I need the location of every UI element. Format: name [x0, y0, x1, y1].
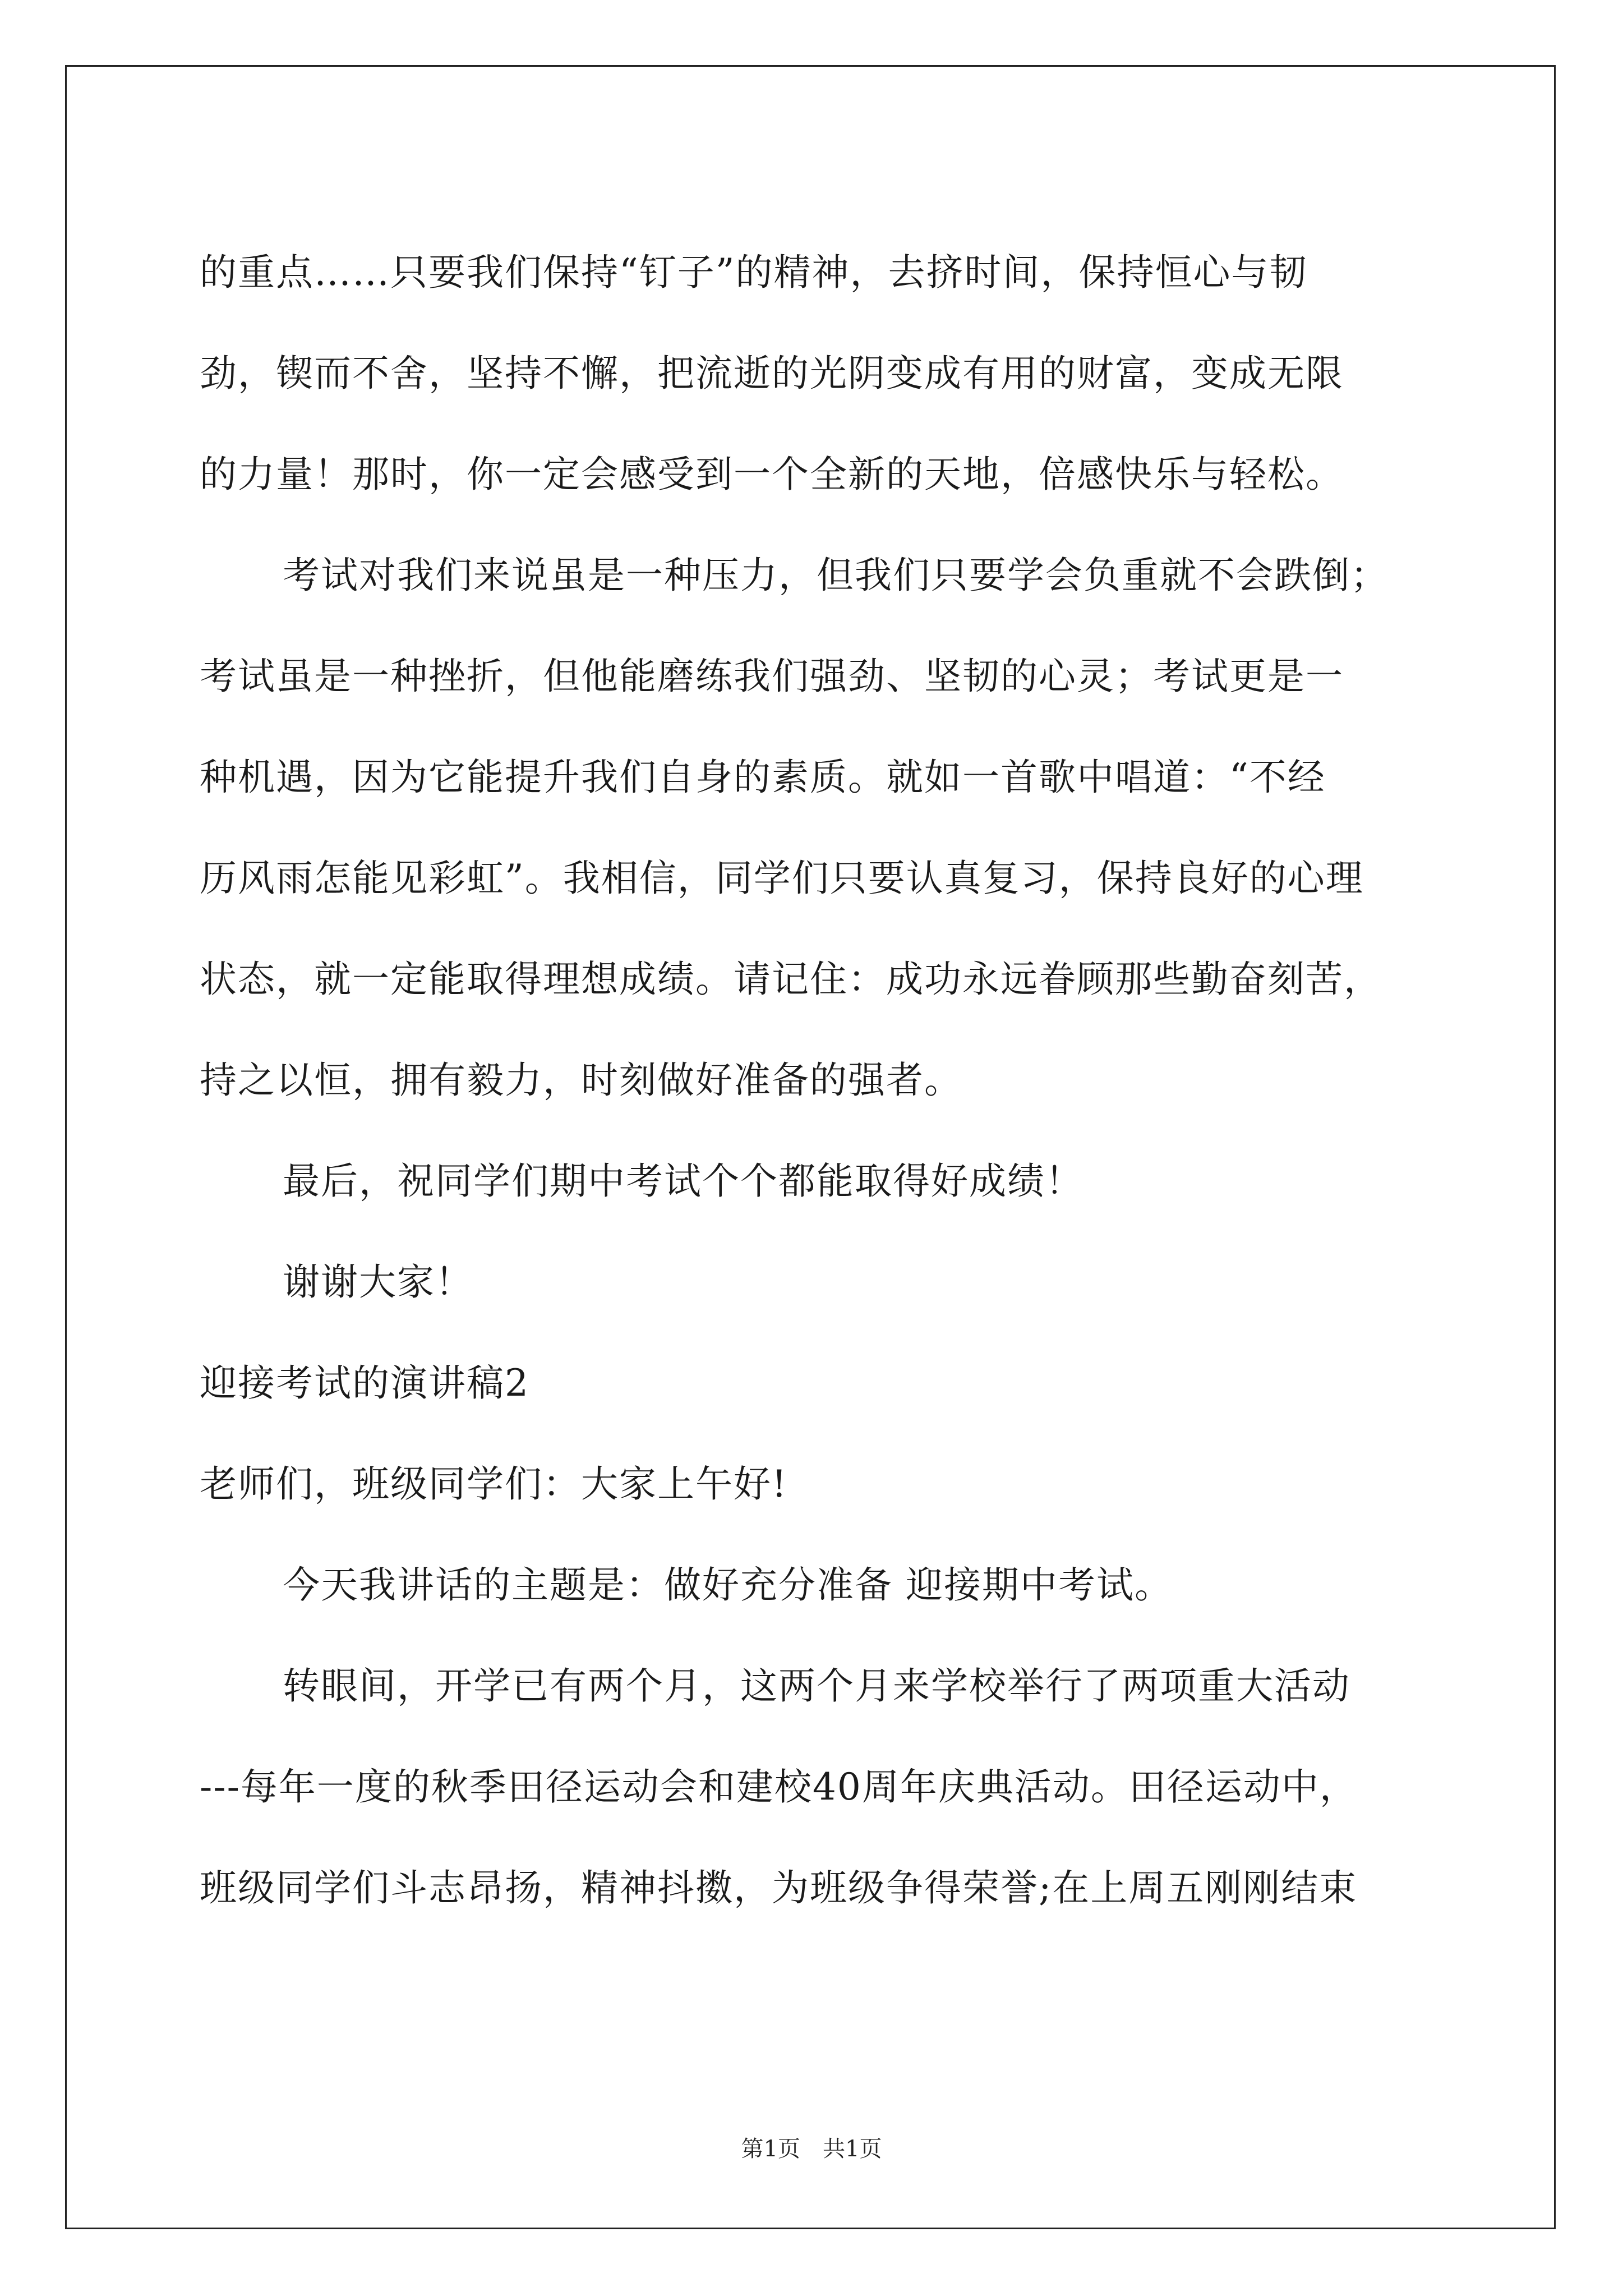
- text-line: 种机遇，因为它能提升我们自身的素质。就如一首歌中唱道：“不经: [200, 756, 1326, 799]
- text-line: 班级同学们斗志昂扬，精神抖擞，为班级争得荣誉;在上周五刚刚结束: [200, 1866, 1358, 1910]
- salutation: 老师们，班级同学们：大家上午好!: [200, 1462, 788, 1506]
- page-number: 第1页: [741, 2136, 800, 2162]
- text-line: 最后，祝同学们期中考试个个都能取得好成绩！: [283, 1159, 1083, 1203]
- text-line: 历风雨怎能见彩虹”。我相信，同学们只要认真复习，保持良好的心理: [200, 857, 1364, 900]
- text-line: 的重点……只要我们保持“钉子”的精神，去挤时间，保持恒心与韧: [200, 251, 1308, 294]
- text-line: 谢谢大家！: [283, 1260, 473, 1304]
- text-line: 考试对我们来说虽是一种压力，但我们只要学会负重就不会跌倒；: [283, 554, 1389, 597]
- text-line: ---每年一度的秋季田径运动会和建校40周年庆典活动。田径运动中，: [200, 1765, 1358, 1809]
- text-line: 今天我讲话的主题是：做好充分准备 迎接期中考试。: [283, 1563, 1173, 1607]
- text-line: 考试虽是一种挫折，但他能磨练我们强劲、坚韧的心灵；考试更是一: [200, 655, 1344, 698]
- page-footer: [0, 2135, 1623, 2163]
- text-line: 的力量！那时，你一定会感受到一个全新的天地，倍感快乐与轻松。: [200, 453, 1344, 496]
- text-line: 状态，就一定能取得理想成绩。请记住：成功永远眷顾那些勤奋刻苦，: [200, 958, 1382, 1001]
- document-body: [200, 222, 1433, 1939]
- text-line: 转眼间，开学已有两个月，这两个月来学校举行了两项重大活动: [283, 1664, 1350, 1708]
- text-line: 持之以恒，拥有毅力，时刻做好准备的强者。: [200, 1059, 962, 1102]
- text-line: 劲，锲而不舍，坚持不懈，把流逝的光阴变成有用的财富，变成无限: [200, 352, 1344, 395]
- section-title: 迎接考试的演讲稿2: [200, 1361, 529, 1405]
- page-total: 共1页: [823, 2136, 882, 2162]
